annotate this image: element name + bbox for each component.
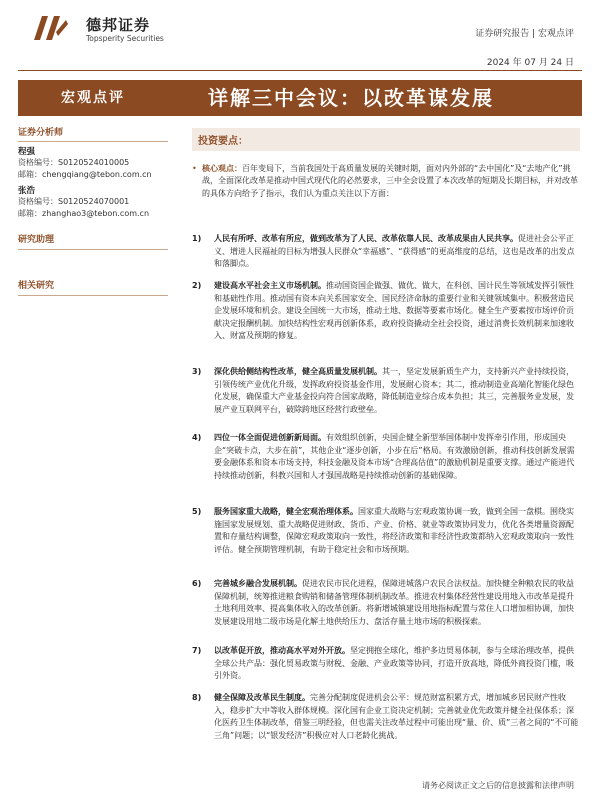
item-text: 促进农民市民化进程，保障进城落户农民合法权益。加快健全种粮农民的收益保障机制，统筹推进粮食购销和储备管理体制机制改革。推进农村集体经营性建设用地入市改革是提升土地利用效率、提高集体收入的改革创新。将新增城镇建设用地指标配置与常住人口增加相协调，加快发展建设用地二级市场是化解土地供给压力、盘活存量土地市场的积极探索。 <box>214 579 574 626</box>
item-title: 人民有所呼、改革有所应，做到改革为了人民、改革依靠人民、改革成果由人民共享。 <box>214 234 518 243</box>
banner-category: 宏观点评 <box>61 90 125 106</box>
list-item <box>192 432 580 482</box>
analyst-email[interactable]: 邮箱：zhanghao3@tebon.com.cn <box>18 209 150 218</box>
item-number: 2) <box>192 281 202 290</box>
analyst-card <box>18 184 168 220</box>
header-divider <box>18 70 582 71</box>
item-title: 四位一体全面促进创新新局面。 <box>214 433 326 442</box>
item-number: 5) <box>192 507 202 516</box>
item-title: 完善城乡融合发展机制。 <box>214 579 302 588</box>
list-item <box>192 233 580 271</box>
analyst-email[interactable]: 邮箱：chengqiang@tebon.com.cn <box>18 170 152 179</box>
company-logo <box>28 10 72 44</box>
item-number: 4) <box>192 433 202 442</box>
item-text: 促进社会公平正义、增进人民福祉的目标为增强人民群众“幸福感”、“获得感”的更高维度的总结，这也是改革的出发点和落脚点。 <box>214 234 575 268</box>
item-number: 8) <box>192 693 202 702</box>
list-item <box>192 506 580 556</box>
core-view-text: 百年变局下，当前我国处于高质量发展的关键时期，面对内外部的“去中国化”及“去地产化”挑战，全面深化改革是推动中国式现代化的必然要求，三中全会设置了本次改革的短期及长期目标，并对改革的具体方向给予了指示，我们认为重点关注以下方面： <box>202 164 578 198</box>
item-title: 建设高水平社会主义市场机制。 <box>214 281 326 290</box>
item-number: 7) <box>192 646 202 655</box>
item-title: 健全保障及改革民生制度。 <box>214 693 310 702</box>
analyst-name: 张浩 <box>18 186 36 196</box>
brand-name: 德邦证券 <box>86 16 151 34</box>
list-item <box>192 692 580 742</box>
analyst-section-heading: 证券分析师 <box>18 125 168 142</box>
item-number: 3) <box>192 367 202 376</box>
page-title: 详解三中会议：以改革谋发展 <box>208 86 494 110</box>
analyst-name: 程强 <box>18 147 36 157</box>
list-item <box>192 280 580 343</box>
item-number: 6) <box>192 579 202 588</box>
core-view-lead: 核心观点： <box>202 164 242 173</box>
analyst-license: 资格编号：S0120524070001 <box>18 197 130 206</box>
item-title: 以改革促开放，推动高水平对外开放。 <box>214 646 350 655</box>
list-item <box>192 645 580 683</box>
item-text: 完善分配制度促进机会公平：规范财富积累方式，增加城乡居民财产性收入，稳步扩大中等收入群体规模。深化国有企业工资决定机制；完善就业优先政策并健全社保体系；深化医药卫生体制改革，借鉴三明经验，但也需关注改革过程中可能出现“量、价、质”三者之间的“不可能三角”问题；以“银发经济”积极应对人口老龄化挑战。 <box>214 693 579 740</box>
item-text: 坚定拥抱全球化，维护多边贸易体制，参与全球治理改革，提供全球公共产品：强化贸易政策与财税、金融、产业政策等协同，打造开放高地，降低外商投资门槛，吸引外资。 <box>214 646 574 680</box>
key-points-heading: 投资要点： <box>192 128 580 151</box>
item-text: 有效组织创新，央国企健全新型举国体制中发挥牵引作用，形成国央企“突破卡点，大步在前”，其他企业“逐步创新，小步在后”格局。有效激励创新，推动科技创新发展需要金融体系和资本市场支持，科技金融及资本市场“合理高估值”的激励机制是重要支撑。通过产能进代持续推动创新，科教兴国和人才强国战略是持续推动创新的基础保障。 <box>214 433 575 480</box>
title-banner <box>18 80 582 116</box>
related-section-heading: 相关研究 <box>18 278 168 296</box>
bullet-icon: • <box>192 164 197 173</box>
brand-name-en: Topsperity Securities <box>86 34 164 43</box>
item-text: 国家重大战略与宏观政策协调一致，做到全国一盘棋。围绕实施国家发展规划、重大战略促进财政、货币、产业、价格、就业等政策协同发力，优化各类增量资源配置和存量结构调整，保障宏观政策取向一致性，将经济政策和非经济性政策都纳入宏观政策取向一致性评估。健全预期管理机制，有助于稳定社会和市场预期。 <box>214 507 574 554</box>
analyst-license: 资格编号：S0120524010005 <box>18 158 130 167</box>
item-title: 服务国家重大战略，健全宏观治理体系。 <box>214 507 358 516</box>
item-text: 推动国资国企做强、做优、做大，在科创、国计民生等领域发挥引领性和基础性作用。推动国有资本向关系国家安全、国民经济命脉的重要行业和关键领域集中。积极营造民企发展环境和机会。建设全国统一大市场，推动土地、数据等要素市场化。健全生产要素按市场评价贡献决定报酬机制。加快结构性宏观再创新体系，政府投资撬动全社会投资，通过消费长效机制来加速收入、财富及预期的修复。 <box>214 281 574 340</box>
item-text: 其一，坚定发展新质生产力，支持新兴产业持续投资，引领传统产业优化升级，发挥政府投资基金作用，发展耐心资本；其二，推动制造业高端化智能化绿色化发展，确保重大产业基金投向符合国家战略，降低制造业综合成本负担；其三，完善服务业发展，发展产业互联网平台，破除跨地区经营行政壁垒。 <box>214 367 574 414</box>
list-item <box>192 366 580 416</box>
list-item <box>192 578 580 628</box>
core-view-paragraph <box>192 163 580 200</box>
sidebar <box>18 116 168 220</box>
assistant-section-heading: 研究助理 <box>18 232 168 250</box>
report-date: 2024 年 07 月 24 日 <box>486 58 574 68</box>
analyst-card <box>18 145 168 181</box>
footer-disclaimer: 请务必阅读正文之后的信息披露和法律声明 <box>422 781 574 790</box>
item-title: 深化供给侧结构性改革，健全高质量发展机制。 <box>214 367 382 376</box>
main-content <box>192 128 580 200</box>
item-number: 1) <box>192 234 202 243</box>
report-category: 证券研究报告 | 宏观点评 <box>475 29 574 39</box>
